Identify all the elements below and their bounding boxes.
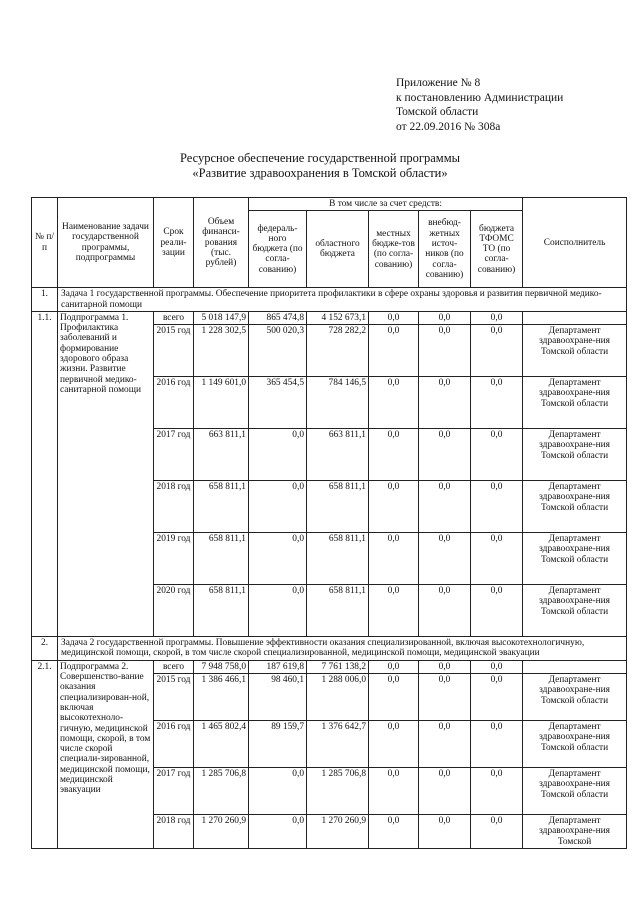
table-row bbox=[32, 311, 627, 324]
term-cell: всего bbox=[154, 311, 194, 324]
volume-cell: 1 465 802,4 bbox=[194, 721, 249, 768]
subprogram-num: 1.1. bbox=[32, 311, 58, 636]
subprogram-num: 2.1. bbox=[32, 660, 58, 848]
tfoms-cell: 0,0 bbox=[471, 325, 523, 377]
federal-cell: 0,0 bbox=[249, 768, 307, 815]
tfoms-cell: 0,0 bbox=[471, 721, 523, 768]
regional-cell: 1 270 260,9 bbox=[307, 815, 369, 849]
appendix-line: от 22.09.2016 № 308а bbox=[396, 120, 501, 133]
federal-cell: 0,0 bbox=[249, 585, 307, 637]
federal-cell: 89 159,7 bbox=[249, 721, 307, 768]
volume-cell: 1 285 706,8 bbox=[194, 768, 249, 815]
offbudget-cell: 0,0 bbox=[419, 481, 471, 533]
appendix-line: к постановлению Администрации bbox=[396, 91, 564, 104]
appendix-block bbox=[396, 76, 626, 134]
volume-cell: 1 270 260,9 bbox=[194, 815, 249, 849]
header-volume: Объем финанси-рования (тыс. рублей) bbox=[194, 198, 249, 288]
term-cell: 2015 год bbox=[154, 325, 194, 377]
term-cell: 2016 год bbox=[154, 377, 194, 429]
header-row bbox=[32, 198, 627, 211]
term-cell: 2018 год bbox=[154, 481, 194, 533]
federal-cell: 0,0 bbox=[249, 815, 307, 849]
offbudget-cell: 0,0 bbox=[419, 660, 471, 673]
regional-cell: 1 285 706,8 bbox=[307, 768, 369, 815]
local-cell: 0,0 bbox=[369, 429, 419, 481]
executor-cell: Департамент здравоохране-ния Томской области bbox=[523, 768, 627, 815]
volume-cell: 1 149 601,0 bbox=[194, 377, 249, 429]
tfoms-cell: 0,0 bbox=[471, 533, 523, 585]
executor-cell bbox=[523, 311, 627, 324]
header-executor: Соисполнитель bbox=[523, 198, 627, 288]
term-cell: 2015 год bbox=[154, 674, 194, 721]
offbudget-cell: 0,0 bbox=[419, 311, 471, 324]
executor-cell: Департамент здравоохране-ния Томской области bbox=[523, 429, 627, 481]
federal-cell: 865 474,8 bbox=[249, 311, 307, 324]
subprogram-name: Подпрограмма 1. Профилактика заболеваний и формирование здорового образа жизни. Развитие первичной медико-санитарной помощи bbox=[58, 311, 154, 636]
tfoms-cell: 0,0 bbox=[471, 377, 523, 429]
regional-cell: 658 811,1 bbox=[307, 481, 369, 533]
offbudget-cell: 0,0 bbox=[419, 325, 471, 377]
federal-cell: 0,0 bbox=[249, 481, 307, 533]
header-tfoms: бюджета ТФОМС ТО (по согла-сованию) bbox=[471, 211, 523, 288]
local-cell: 0,0 bbox=[369, 325, 419, 377]
term-cell: 2016 год bbox=[154, 721, 194, 768]
federal-cell: 500 020,3 bbox=[249, 325, 307, 377]
appendix-line: Приложение № 8 bbox=[396, 77, 481, 89]
task-text: Задача 2 государственной программы. Повышение эффективности оказания специализированной, включая высокотехнологичную, медицинской помощи, скорой, в том числе скорой специализированной, медицинской помощи, медицинской эвакуации bbox=[58, 637, 627, 661]
executor-cell: Департамент здравоохране-ния Томской области bbox=[523, 325, 627, 377]
executor-cell: Департамент здравоохране-ния Томской области bbox=[523, 533, 627, 585]
regional-cell: 663 811,1 bbox=[307, 429, 369, 481]
task-num: 2. bbox=[32, 637, 58, 661]
offbudget-cell: 0,0 bbox=[419, 429, 471, 481]
volume-cell: 7 948 758,0 bbox=[194, 660, 249, 673]
tfoms-cell: 0,0 bbox=[471, 768, 523, 815]
regional-cell: 784 146,5 bbox=[307, 377, 369, 429]
resource-table bbox=[31, 197, 627, 849]
executor-cell: Департамент здравоохране-ния Томской bbox=[523, 815, 627, 849]
local-cell: 0,0 bbox=[369, 674, 419, 721]
term-cell: 2017 год bbox=[154, 768, 194, 815]
volume-cell: 658 811,1 bbox=[194, 585, 249, 637]
header-including: В том числе за счет средств: bbox=[249, 198, 523, 211]
regional-cell: 1 376 642,7 bbox=[307, 721, 369, 768]
header-num: № п/п bbox=[32, 198, 58, 288]
local-cell: 0,0 bbox=[369, 533, 419, 585]
offbudget-cell: 0,0 bbox=[419, 768, 471, 815]
local-cell: 0,0 bbox=[369, 768, 419, 815]
header-federal: федераль-ного бюджета (по согла-сованию) bbox=[249, 211, 307, 288]
title-line: Ресурсное обеспечение государственной программы bbox=[179, 151, 461, 165]
executor-cell: Департамент здравоохране-ния Томской области bbox=[523, 721, 627, 768]
term-cell: всего bbox=[154, 660, 194, 673]
header-offbudget: внебюд-жетных источ-ников (по согла-сованию) bbox=[419, 211, 471, 288]
offbudget-cell: 0,0 bbox=[419, 815, 471, 849]
header-name: Наименование задачи государственной программы, подпрограммы bbox=[58, 198, 154, 288]
appendix-line: Томской области bbox=[396, 106, 479, 118]
regional-cell: 7 761 138,2 bbox=[307, 660, 369, 673]
regional-cell: 4 152 673,1 bbox=[307, 311, 369, 324]
executor-cell: Департамент здравоохране-ния Томской области bbox=[523, 377, 627, 429]
tfoms-cell: 0,0 bbox=[471, 674, 523, 721]
regional-cell: 1 288 006,0 bbox=[307, 674, 369, 721]
task-row bbox=[32, 637, 627, 661]
federal-cell: 0,0 bbox=[249, 533, 307, 585]
document-title bbox=[0, 151, 640, 181]
federal-cell: 187 619,8 bbox=[249, 660, 307, 673]
regional-cell: 658 811,1 bbox=[307, 533, 369, 585]
term-cell: 2020 год bbox=[154, 585, 194, 637]
federal-cell: 365 454,5 bbox=[249, 377, 307, 429]
executor-cell: Департамент здравоохране-ния Томской области bbox=[523, 585, 627, 637]
volume-cell: 1 386 466,1 bbox=[194, 674, 249, 721]
header-term: Срок реали-зации bbox=[154, 198, 194, 288]
offbudget-cell: 0,0 bbox=[419, 721, 471, 768]
tfoms-cell: 0,0 bbox=[471, 815, 523, 849]
offbudget-cell: 0,0 bbox=[419, 585, 471, 637]
volume-cell: 663 811,1 bbox=[194, 429, 249, 481]
term-cell: 2018 год bbox=[154, 815, 194, 849]
volume-cell: 658 811,1 bbox=[194, 533, 249, 585]
local-cell: 0,0 bbox=[369, 721, 419, 768]
tfoms-cell: 0,0 bbox=[471, 429, 523, 481]
offbudget-cell: 0,0 bbox=[419, 533, 471, 585]
header-local: местных бюдже-тов (по согла-сованию) bbox=[369, 211, 419, 288]
offbudget-cell: 0,0 bbox=[419, 674, 471, 721]
executor-cell bbox=[523, 660, 627, 673]
offbudget-cell: 0,0 bbox=[419, 377, 471, 429]
header-regional: областного бюджета bbox=[307, 211, 369, 288]
tfoms-cell: 0,0 bbox=[471, 660, 523, 673]
federal-cell: 0,0 bbox=[249, 429, 307, 481]
term-cell: 2019 год bbox=[154, 533, 194, 585]
volume-cell: 658 811,1 bbox=[194, 481, 249, 533]
federal-cell: 98 460,1 bbox=[249, 674, 307, 721]
task-text: Задача 1 государственной программы. Обеспечение приоритета профилактики в сфере охраны здоровья и развития первичной медико-санитарной помощи bbox=[58, 288, 627, 312]
volume-cell: 5 018 147,9 bbox=[194, 311, 249, 324]
local-cell: 0,0 bbox=[369, 815, 419, 849]
tfoms-cell: 0,0 bbox=[471, 585, 523, 637]
executor-cell: Департамент здравоохране-ния Томской области bbox=[523, 674, 627, 721]
local-cell: 0,0 bbox=[369, 585, 419, 637]
local-cell: 0,0 bbox=[369, 660, 419, 673]
task-row bbox=[32, 288, 627, 312]
executor-cell: Департамент здравоохране-ния Томской области bbox=[523, 481, 627, 533]
local-cell: 0,0 bbox=[369, 311, 419, 324]
table-row bbox=[32, 660, 627, 673]
regional-cell: 728 282,2 bbox=[307, 325, 369, 377]
tfoms-cell: 0,0 bbox=[471, 481, 523, 533]
tfoms-cell: 0,0 bbox=[471, 311, 523, 324]
title-line: «Развитие здравоохранения в Томской области» bbox=[192, 166, 448, 180]
local-cell: 0,0 bbox=[369, 481, 419, 533]
volume-cell: 1 228 302,5 bbox=[194, 325, 249, 377]
task-num: 1. bbox=[32, 288, 58, 312]
regional-cell: 658 811,1 bbox=[307, 585, 369, 637]
term-cell: 2017 год bbox=[154, 429, 194, 481]
subprogram-name: Подпрограмма 2. Совершенство-вание оказания специализирован-ной, включая высокотехноло-гичную, медицинской помощи, скорой, в том числе скорой специали-зированной, медицинской помощи, медицинской эвакуации bbox=[58, 660, 154, 848]
local-cell: 0,0 bbox=[369, 377, 419, 429]
